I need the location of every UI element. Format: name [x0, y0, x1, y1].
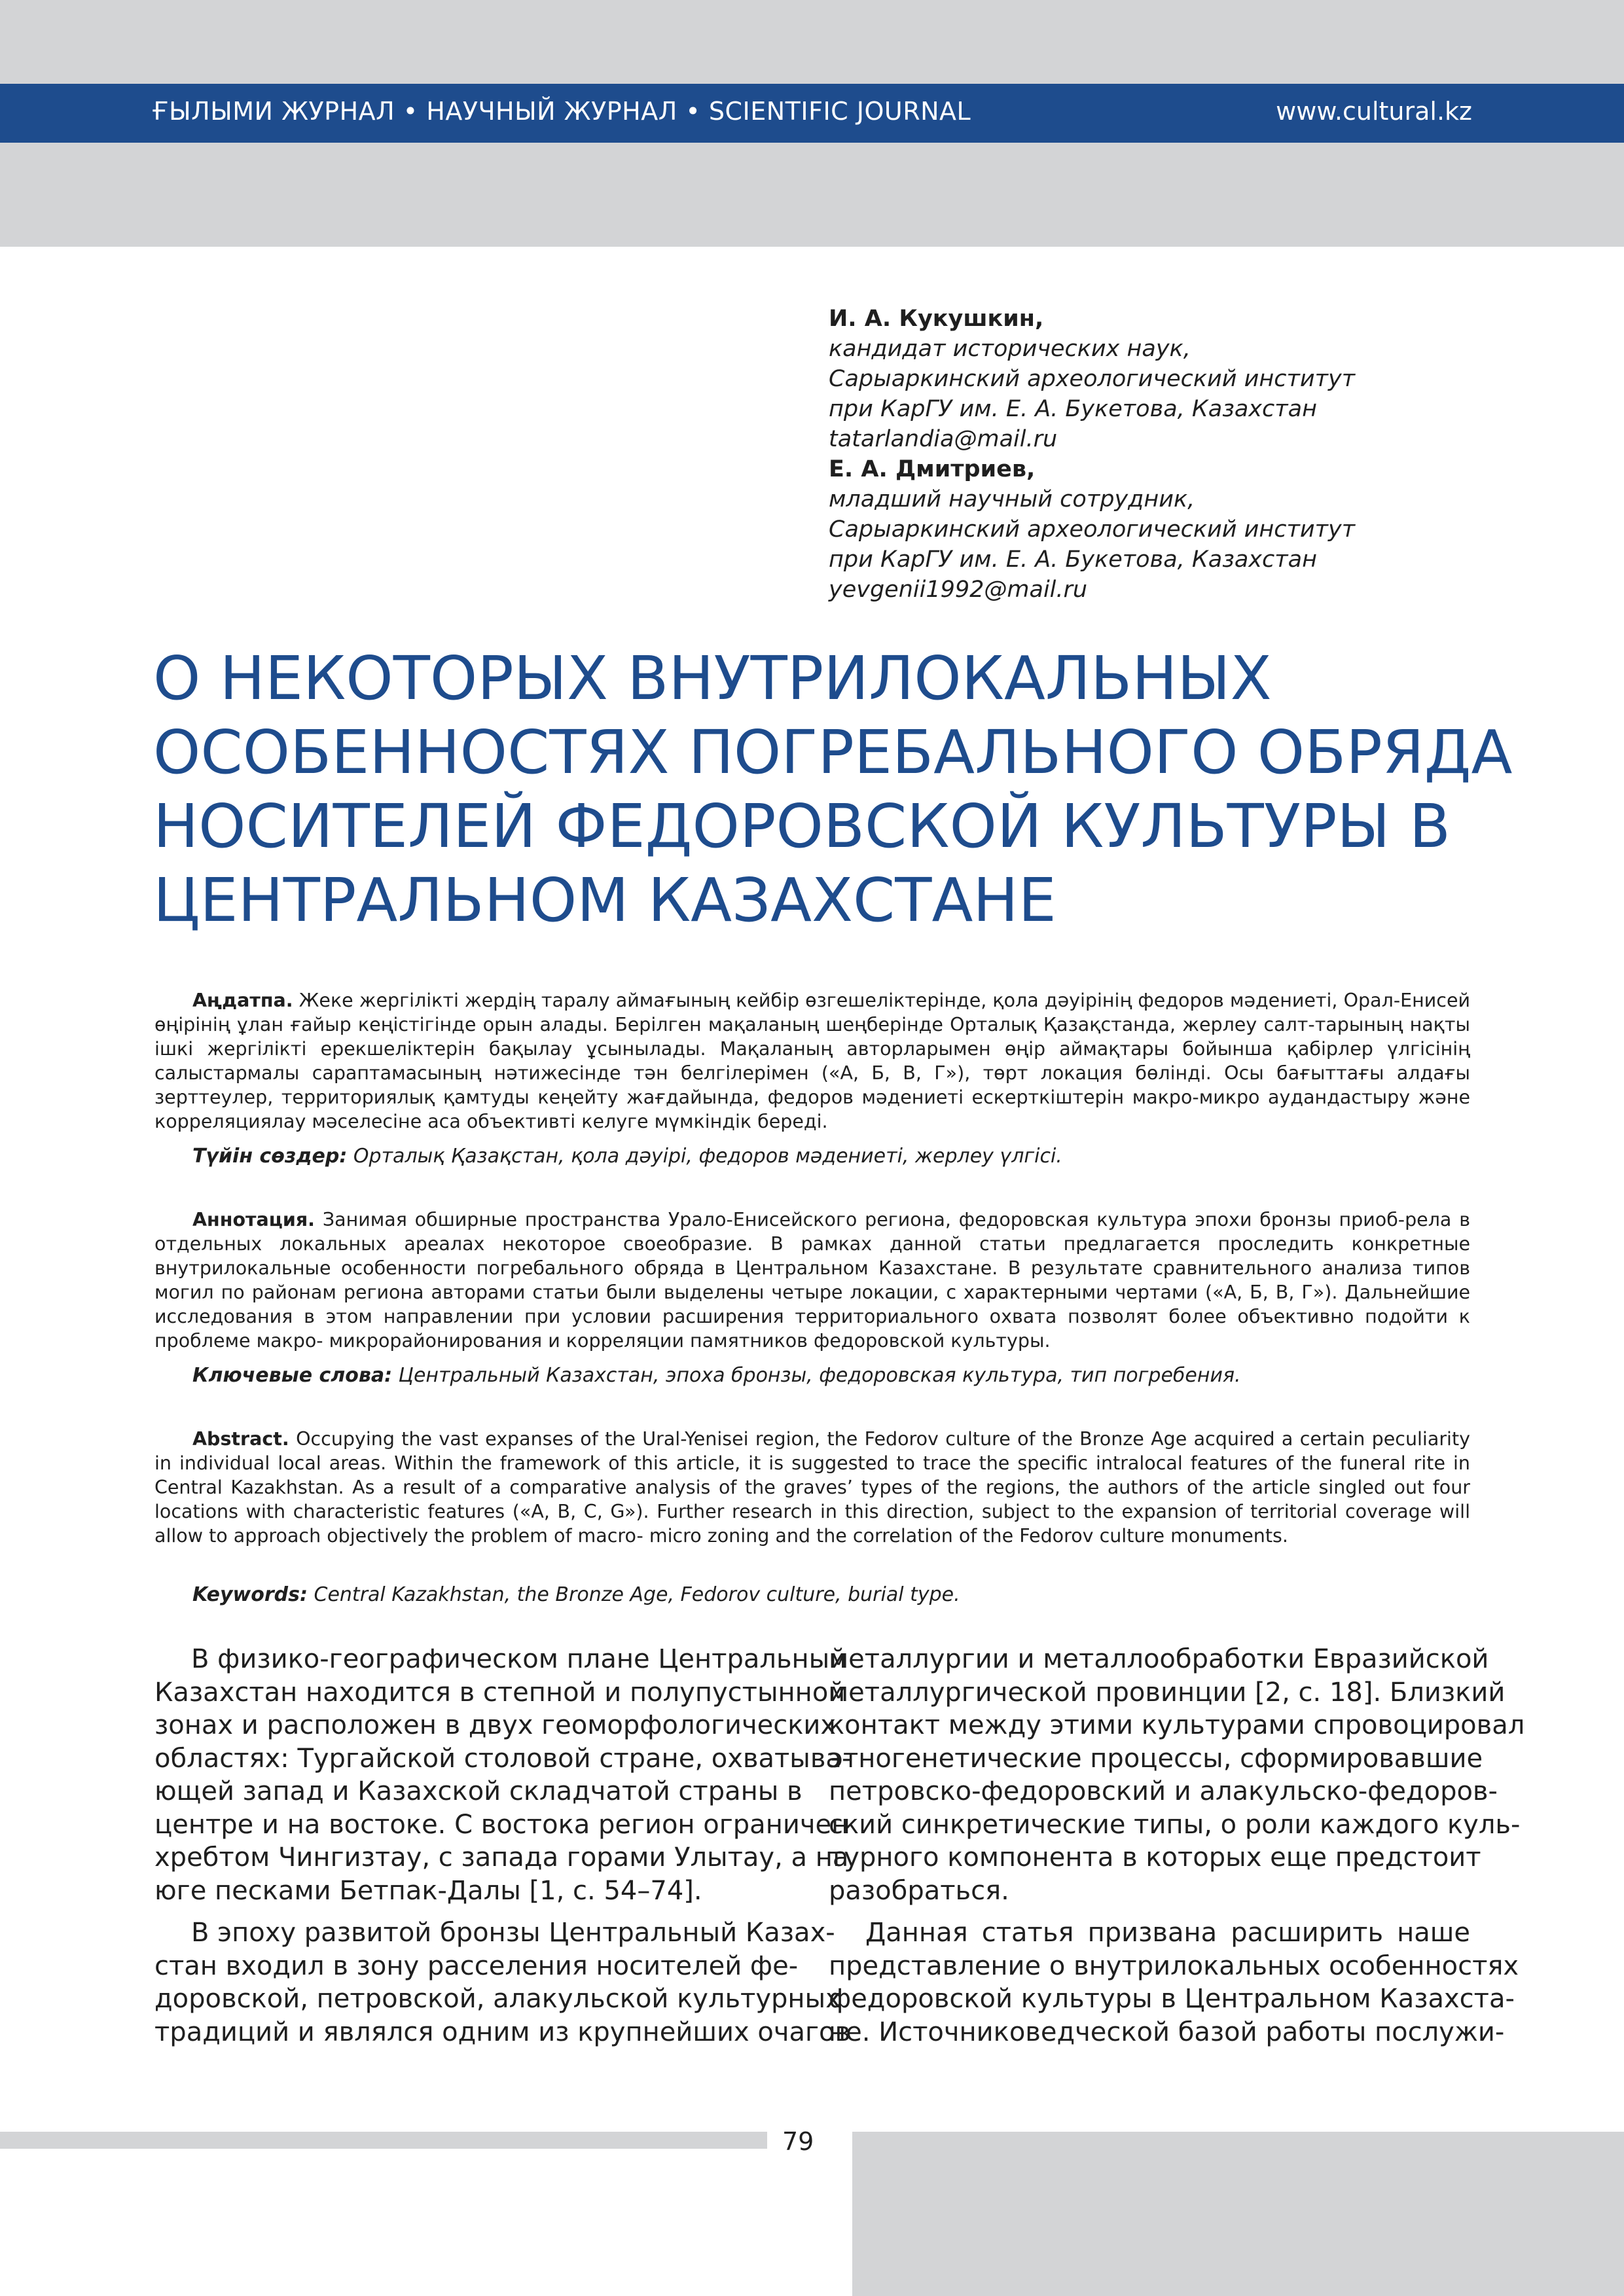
- author-name: Е. А. Дмитриев,: [829, 456, 1036, 482]
- author-position: младший научный сотрудник,: [829, 486, 1195, 512]
- body-line: петровско-федоровский и алакульско-федоров-: [829, 1776, 1498, 1806]
- title-line: НОСИТЕЛЕЙ ФЕДОРОВСКОЙ КУЛЬТУРЫ В: [153, 791, 1451, 861]
- abstract-russian: [154, 1208, 1470, 1353]
- keywords-text: Орталық Қазақстан, қола дәуірі, федоров мәдениеті, жерлеу үлгісі.: [353, 1145, 1062, 1168]
- author-name: И. А. Кукушкин,: [829, 306, 1044, 332]
- body-column-left: [154, 1643, 852, 2049]
- body-line: ющей запад и Казахской складчатой страны в: [154, 1776, 803, 1806]
- website-link[interactable]: www.cultural.kz: [1276, 97, 1472, 126]
- keywords-text: Central Kazakhstan, the Bronze Age, Fedorov culture, burial type.: [314, 1583, 960, 1606]
- keywords-label: Ключевые слова:: [192, 1364, 393, 1387]
- body-line: В физико-географическом плане Центральный: [191, 1644, 847, 1674]
- body-line: традиций и являлся одним из крупнейших очагов: [154, 2017, 851, 2047]
- footer-block-right: [852, 2132, 1624, 2296]
- author-degree: кандидат исторических наук,: [829, 336, 1191, 362]
- body-line: Данная статья призвана расширить наше: [865, 1918, 1470, 1948]
- keywords-english: [192, 1583, 1469, 1607]
- body-line: представление о внутрилокальных особенностях: [829, 1950, 1519, 1981]
- body-line: металлургии и металлообработки Евразийской: [829, 1644, 1489, 1674]
- title-line: ОСОБЕННОСТЯХ ПОГРЕБАЛЬНОГО ОБРЯДА: [153, 717, 1513, 787]
- body-line: разобраться.: [829, 1875, 1009, 1906]
- body-line: хребтом Чингизтау, с запада горами Улытау, а на: [154, 1842, 849, 1873]
- journal-label: ҒЫЛЫМИ ЖУРНАЛ • НАУЧНЫЙ ЖУРНАЛ • SCIENTIFIC JOURNAL: [152, 97, 971, 126]
- author-institute: Сарыаркинский археологический институт: [829, 366, 1356, 392]
- body-line: стан входил в зону расселения носителей фе-: [154, 1950, 799, 1981]
- body-line: центре и на востоке. С востока регион ограничен: [154, 1809, 849, 1840]
- abstract-text: Occupying the vast expanses of the Ural-Yenisei region, the Fedorov culture of the Bronze Age acquired a certain peculiarity in individual local areas. Within the framework of this article, it is suggested to trace the specific intralocal features of the funeral rite in Central Kazakhstan. As a result of a comparative analysis of the graves’ types of the regions, the authors of the article singled out four locations with characteristic features («A, B, C, G»). Further research in this direction, subject to the expansion of territorial coverage will allow to approach objectively the problem of macro- micro zoning and the correlation of the Fedorov culture monuments.: [154, 1428, 1470, 1547]
- author-block: [829, 304, 1483, 605]
- abstract-label: Abstract.: [192, 1428, 289, 1450]
- author-email[interactable]: tatarlandia@mail.ru: [829, 426, 1058, 452]
- title-line: ЦЕНТРАЛЬНОМ КАЗАХСТАНЕ: [153, 865, 1056, 935]
- abstract-label: Аңдатпа.: [192, 990, 293, 1011]
- body-line: федоровской культуры в Центральном Казахста-: [829, 1984, 1515, 2014]
- abstract-text: Занимая обширные пространства Урало-Енисейского региона, федоровская культура эпохи бронзы приоб-рела в отдельных локальных ареалах некоторое своеобразие. В рамках данной статьи предлагается проследить конкретные внутрилокальные особенности погребального обряда в Центральном Казахстане. В результате сравнительного анализа типов могил по районам региона авторами статьи были выделены четыре локации, с характерными чертами («А, Б, В, Г»). Дальнейшие исследования в этом направлении при условии расширения территориального охвата позволят более объективно подойти к проблеме макро- микрорайонирования и корреляции памятников федоровской культуры.: [154, 1209, 1471, 1352]
- keywords-label: Түйін сөздер:: [192, 1145, 348, 1168]
- keywords-russian: [192, 1363, 1469, 1388]
- body-line: ский синкретические типы, о роли каждого куль-: [829, 1809, 1521, 1840]
- body-line: контакт между этими культурами спровоцировал: [829, 1710, 1525, 1740]
- body-line: юге песками Бетпак-Далы [1, с. 54–74].: [154, 1875, 702, 1906]
- author-email[interactable]: yevgenii1992@mail.ru: [829, 577, 1088, 603]
- body-line: областях: Тургайской столовой стране, охватыва-: [154, 1743, 852, 1774]
- body-line: доровской, петровской, алакульской культурных: [154, 1984, 841, 2014]
- body-line: Казахстан находится в степной и полупустынной: [154, 1677, 846, 1708]
- body-line: металлургической провинции [2, с. 18]. Близкий: [829, 1677, 1506, 1708]
- author-affiliation: при КарГУ им. Е. А. Букетова, Казахстан: [829, 547, 1317, 573]
- author-institute: Сарыаркинский археологический институт: [829, 516, 1356, 543]
- author-affiliation: при КарГУ им. Е. А. Букетова, Казахстан: [829, 396, 1317, 422]
- keywords-kazakh: [192, 1144, 1469, 1168]
- abstract-label: Аннотация.: [192, 1209, 315, 1230]
- abstract-kazakh: [154, 988, 1470, 1134]
- body-column-right: [829, 1643, 1525, 2049]
- footer-bar-left: [0, 2132, 767, 2149]
- body-line: В эпоху развитой бронзы Центральный Казах-: [191, 1918, 835, 1948]
- abstract-text: Жеке жергілікті жердің таралу аймағының кейбір өзгешеліктерінде, қола дәуірінің федоров мәдениеті, Орал-Енисей өңірінің ұлан ғайыр кеңістігінде орын алады. Берілген мақаланың шеңберінде Орталық Қазақстанда, жерлеу салт-тарының нақты ішкі жергілікті ерекшеліктерін бақылау ұсынылады. Мақаланың авторларымен өңір аймақтары бойынша қабірлер үлгісінің салыстармалы сараптамасының нәтижесінде тән белгілерімен («А, Б, В, Г»), төрт локация бөлінді. Осы бағыттағы алдағы зерттеулер, территориялық қамтуды кеңейту жағдайында, федоров мәдениеті ескерткіштерін макро-микро аудандастыру және корреляциялау мәселесіне аса объективті келуге мүмкіндік береді.: [154, 990, 1470, 1132]
- article-title: [153, 641, 1513, 937]
- keywords-text: Центральный Казахстан, эпоха бронзы, федоровская культура, тип погребения.: [398, 1364, 1241, 1387]
- body-line: зонах и расположен в двух геоморфологических: [154, 1710, 837, 1740]
- body-line: этногенетические процессы, сформировавшие: [829, 1743, 1483, 1774]
- page-number: 79: [782, 2127, 814, 2156]
- abstract-english: [154, 1427, 1470, 1548]
- title-line: О НЕКОТОРЫХ ВНУТРИЛОКАЛЬНЫХ: [153, 643, 1272, 713]
- keywords-label: Keywords:: [192, 1583, 308, 1606]
- body-line: турного компонента в которых еще предстоит: [829, 1842, 1481, 1873]
- body-line: не. Источниковедческой базой работы послужи-: [829, 2017, 1505, 2047]
